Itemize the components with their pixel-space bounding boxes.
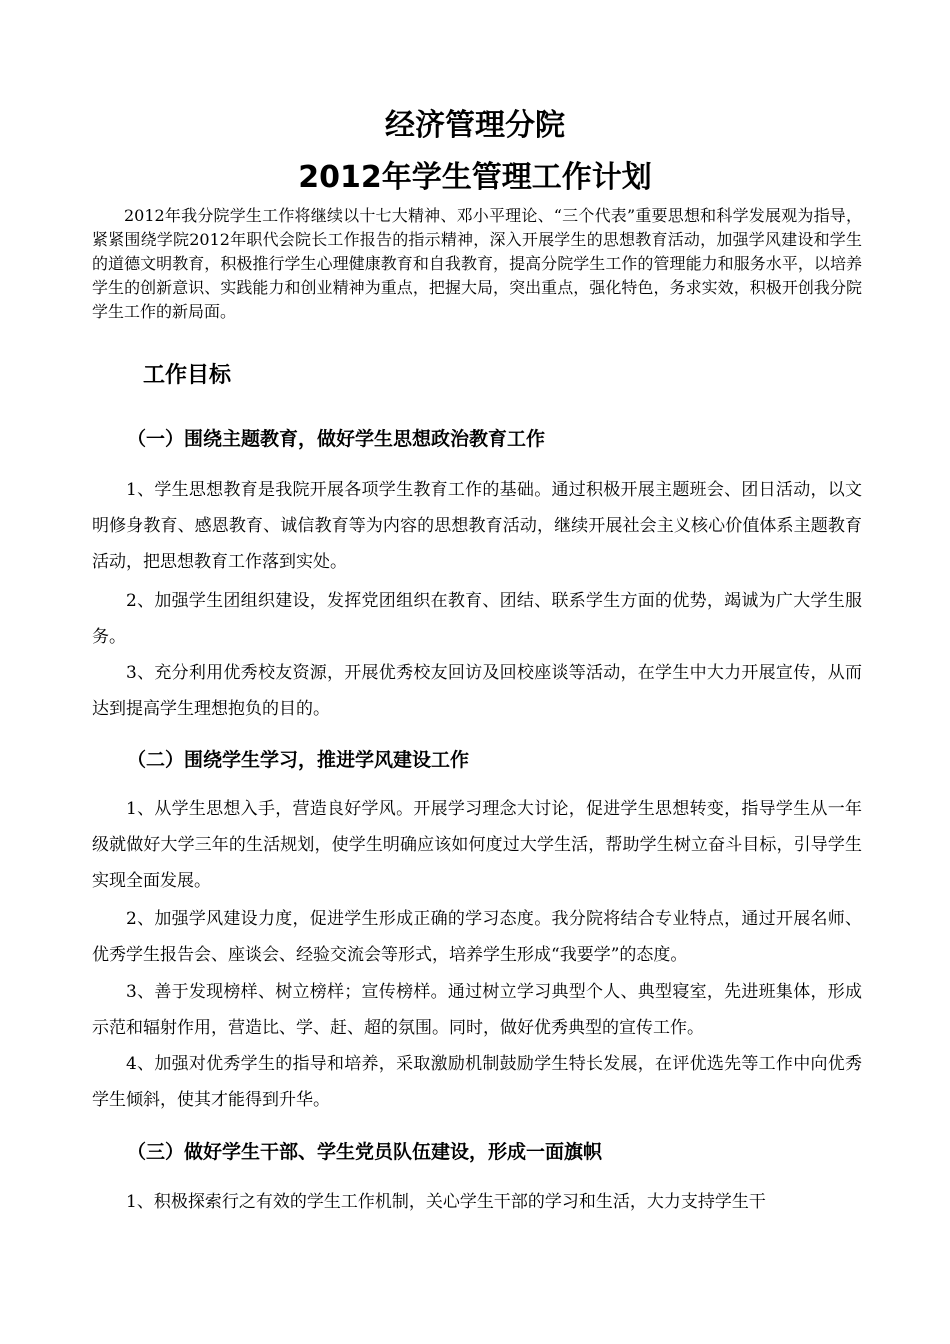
- section-2-paragraph-4: 4、加强对优秀学生的指导和培养，采取激励机制鼓励学生特长发展，在评优选先等工作中向优秀学生倾斜，使其才能得到升华。: [92, 1054, 862, 1110]
- intro-paragraph: 2012年我分院学生工作将继续以十七大精神、邓小平理论、“三个代表”重要思想和科学发展观为指导，紧紧围绕学院2012年职代会院长工作报告的指示精神，深入开展学生的思想教育活动，加强学风建设和学生的道德文明教育，积极推行学生心理健康教育和自我教育，提高分院学生工作的管理能力和服务水平，以培养学生的创新意识、实践能力和创业精神为重点，把握大局，突出重点，强化特色，务求实效，积极开创我分院学生工作的新局面。: [92, 206, 862, 321]
- goal-heading: 工作目标: [143, 363, 232, 388]
- section-2-paragraph-3: 3、善于发现榜样、树立榜样；宣传榜样。通过树立学习典型个人、典型寝室，先进班集体，形成示范和辐射作用，营造比、学、赶、超的氛围。同时，做好优秀典型的宣传工作。: [92, 982, 862, 1038]
- section-3-paragraph-1: 1、积极探索行之有效的学生工作机制，关心学生干部的学习和生活，大力支持学生干: [126, 1192, 766, 1212]
- section-1-paragraph-3: 3、充分利用优秀校友资源，开展优秀校友回访及回校座谈等活动，在学生中大力开展宣传，从而达到提高学生理想抱负的目的。: [92, 663, 862, 719]
- section-2-paragraph-1: 1、从学生思想入手，营造良好学风。开展学习理念大讨论，促进学生思想转变，指导学生从一年级就做好大学三年的生活规划，使学生明确应该如何度过大学生活，帮助学生树立奋斗目标，引导学生实现全面发展。: [92, 799, 862, 891]
- document-title-unit: 经济管理分院: [385, 108, 565, 143]
- section-heading-3: （三）做好学生干部、学生党员队伍建设，形成一面旗帜: [127, 1141, 603, 1163]
- section-2-paragraph-2: 2、加强学风建设力度，促进学生形成正确的学习态度。我分院将结合专业特点，通过开展名师、优秀学生报告会、座谈会、经验交流会等形式，培养学生形成“我要学”的态度。: [92, 909, 862, 965]
- section-heading-1: （一）围绕主题教育，做好学生思想政治教育工作: [127, 428, 546, 450]
- section-heading-2: （二）围绕学生学习，推进学风建设工作: [127, 749, 470, 771]
- section-1-paragraph-2: 2、加强学生团组织建设，发挥党团组织在教育、团结、联系学生方面的优势，竭诚为广大学生服务。: [92, 591, 862, 647]
- document-title: 2012年学生管理工作计划: [298, 160, 652, 195]
- section-1-paragraph-1: 1、学生思想教育是我院开展各项学生教育工作的基础。通过积极开展主题班会、团日活动，以文明修身教育、感恩教育、诚信教育等为内容的思想教育活动，继续开展社会主义核心价值体系主题教育活动，把思想教育工作落到实处。: [92, 480, 862, 572]
